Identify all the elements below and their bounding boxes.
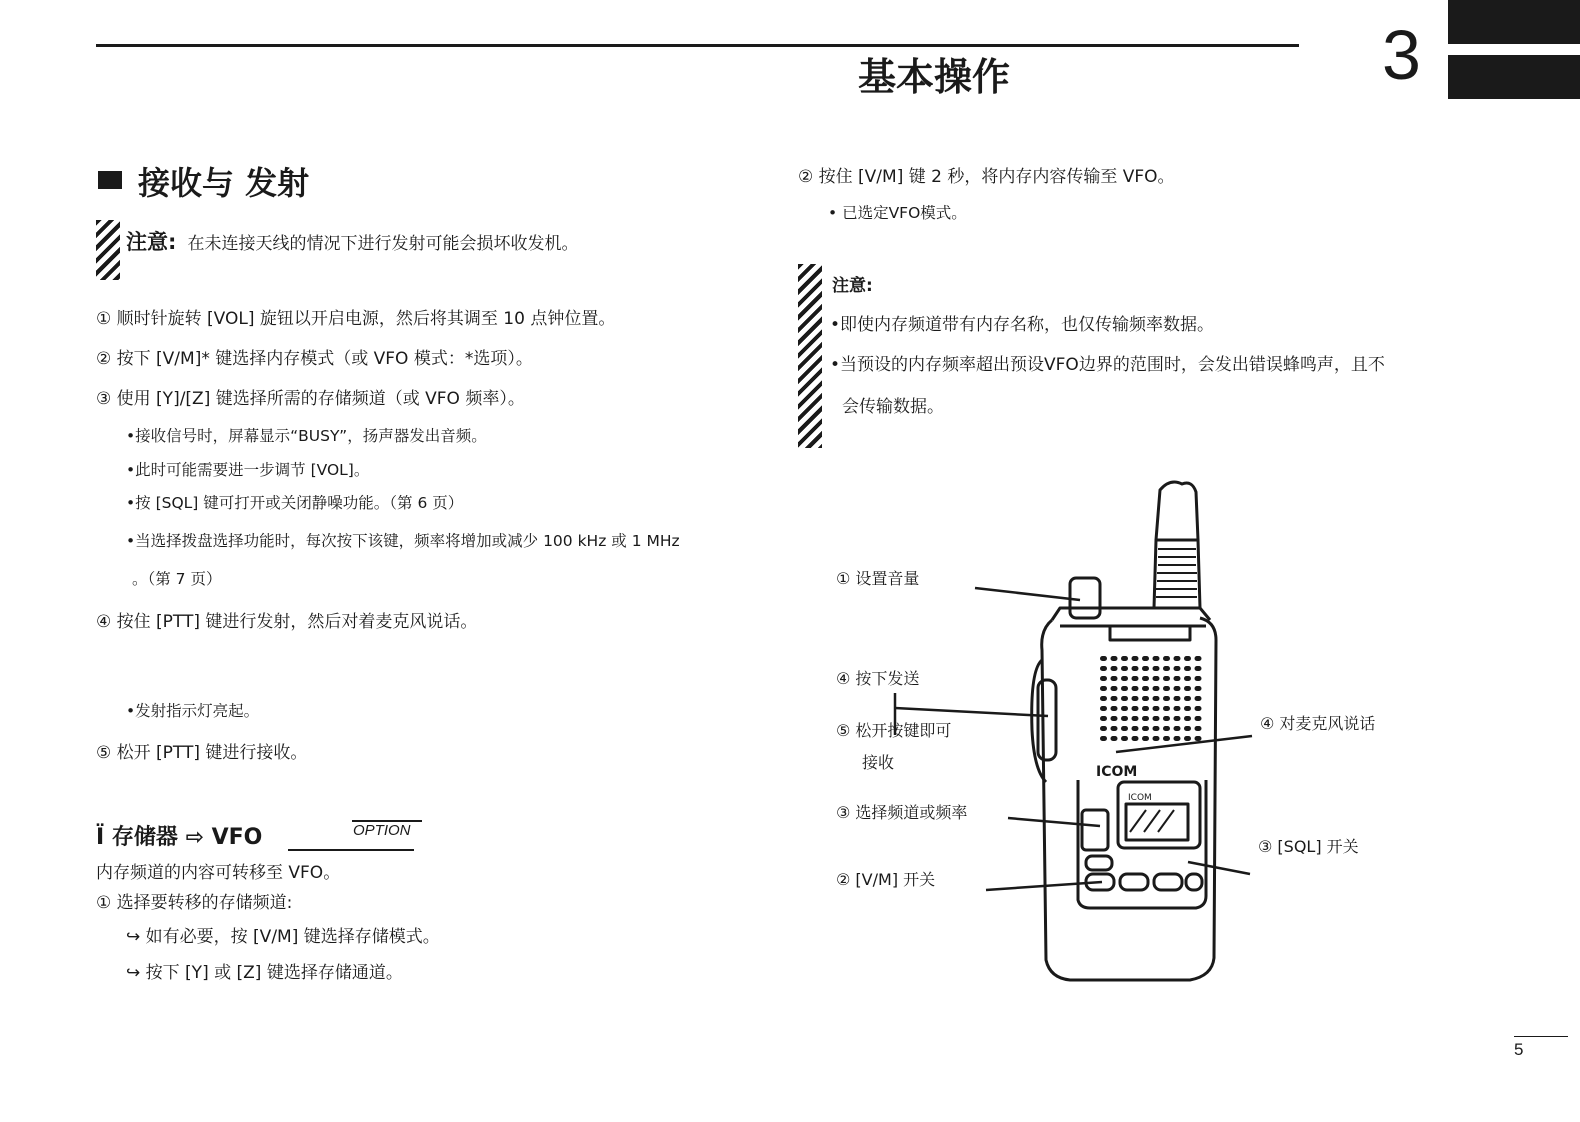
bullet-tx: •发射指示灯亮起。 bbox=[126, 702, 260, 720]
page-number: 5 bbox=[1514, 1040, 1524, 1059]
memory-sub-2: ↪ 按下 [Y] 或 [Z] 键选择存储通道。 bbox=[126, 963, 403, 983]
note-line-2: •当预设的内存频率超出预设VFO边界的范围时，会发出错误蜂鸣声，且不 bbox=[830, 355, 1385, 375]
note-line-1: •即使内存频道带有内存名称，也仅传输频率数据。 bbox=[830, 315, 1215, 335]
callout-ptt: ④ 按下发送 bbox=[836, 669, 920, 688]
lcd-brand: ICOM bbox=[1128, 793, 1152, 803]
bullet-dial-cont: 。（第 7 页） bbox=[132, 570, 222, 588]
step-1: ① 顺时针旋转 [VOL] 旋钮以开启电源，然后将其调至 10 点钟位置。 bbox=[96, 309, 616, 329]
note-label: 注意: bbox=[832, 276, 873, 296]
caution-text: 在未连接天线的情况下进行发射可能会损坏收发机。 bbox=[187, 234, 579, 254]
memory-step-1: ① 选择要转移的存储频道: bbox=[96, 893, 293, 913]
section-title: 接收与 发射 bbox=[98, 158, 309, 204]
callout-sql: ③ [SQL] 开关 bbox=[1258, 837, 1359, 856]
right-step-2: ② 按住 [V/M] 键 2 秒，将内存内容传输至 VFO。 bbox=[798, 167, 1175, 187]
step-5: ⑤ 松开 [PTT] 键进行接收。 bbox=[96, 743, 308, 763]
bullet-vol: •此时可能需要进一步调节 [VOL]。 bbox=[126, 461, 370, 479]
note-line-3: 会传输数据。 bbox=[842, 397, 944, 417]
bullet-busy: •接收信号时，屏幕显示“BUSY”，扬声器发出音频。 bbox=[126, 427, 487, 445]
chapter-title: 基本操作 bbox=[858, 55, 1011, 99]
callout-volume: ① 设置音量 bbox=[836, 569, 920, 588]
radio-brand: ICOM bbox=[1096, 764, 1138, 780]
callout-select: ③ 选择频道或频率 bbox=[836, 803, 968, 822]
chapter-number: 3 bbox=[1382, 16, 1421, 94]
bullet-sql: •按 [SQL] 键可打开或关闭静噪功能。（第 6 页） bbox=[126, 494, 464, 512]
step-4: ④ 按住 [PTT] 键进行发射，然后对着麦克风说话。 bbox=[96, 612, 478, 632]
callout-release: ⑤ 松开按键即可 bbox=[836, 721, 952, 740]
memory-to-vfo-title: Ï 存储器 ⇨ VFO bbox=[96, 825, 263, 850]
callout-release-cont: 接收 bbox=[862, 753, 895, 772]
callout-mic: ④ 对麦克风说话 bbox=[1260, 714, 1376, 733]
step-3: ③ 使用 [Y]/[Z] 键选择所需的存储频道（或 VFO 频率）。 bbox=[96, 389, 525, 409]
memory-intro: 内存频道的内容可转移至 VFO。 bbox=[96, 863, 341, 883]
callout-vm: ② [V/M] 开关 bbox=[836, 870, 936, 889]
caution-label: 注意: bbox=[126, 230, 177, 254]
right-step-2-bullet: • 已选定VFO模式。 bbox=[828, 204, 967, 222]
page-number-rule bbox=[1514, 1036, 1568, 1037]
bullet-dial: •当选择拨盘选择功能时，每次按下该键，频率将增加或减少 100 kHz 或 1 MHz bbox=[126, 532, 680, 550]
option-tag: OPTION bbox=[353, 822, 411, 839]
step-2: ② 按下 [V/M]* 键选择内存模式（或 VFO 模式：*选项）。 bbox=[96, 349, 533, 369]
memory-sub-1: ↪ 如有必要，按 [V/M] 键选择存储模式。 bbox=[126, 927, 440, 947]
